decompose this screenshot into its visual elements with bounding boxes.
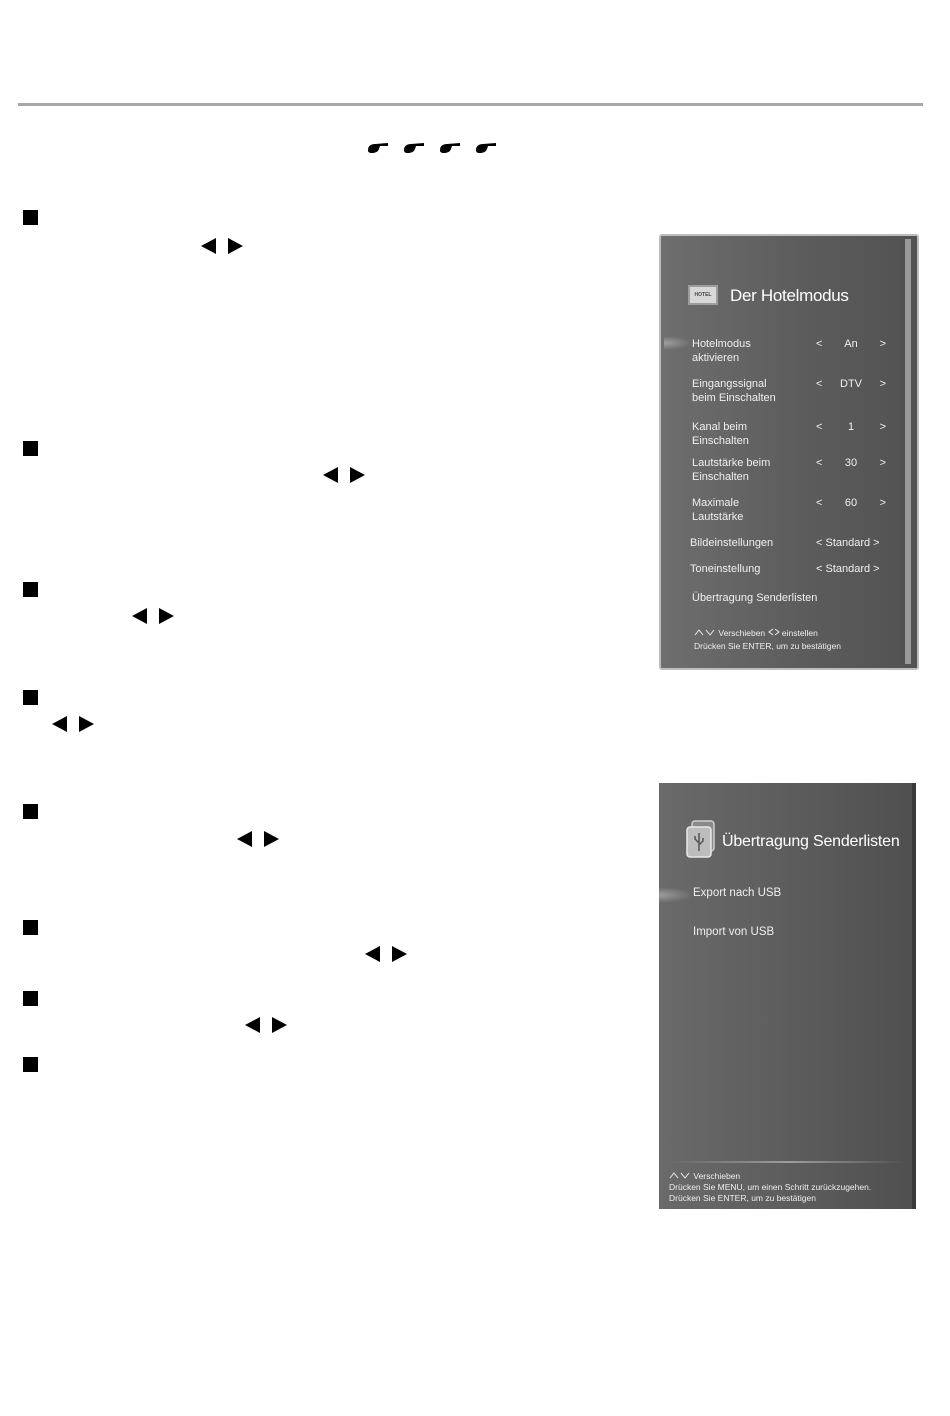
chevron-right-icon[interactable]: > [879, 457, 886, 469]
menu-title: Übertragung Senderlisten [722, 833, 900, 850]
left-right-arrow-icon [237, 831, 279, 847]
hotel-icon: HOTEL [688, 285, 718, 305]
left-right-arrow-icon [201, 238, 243, 254]
selection-highlight [659, 887, 693, 903]
hotel-mode-menu [659, 234, 919, 670]
chevron-left-icon[interactable]: < [816, 338, 823, 350]
usb-folder-icon [685, 819, 717, 859]
chevron-right-icon[interactable]: > [879, 497, 886, 509]
header-rule [18, 103, 923, 106]
bullet-square [23, 441, 38, 456]
chevron-left-icon[interactable]: < [816, 421, 823, 433]
chevron-right-icon[interactable]: > [879, 338, 886, 350]
menu-row-lautstaerke[interactable]: Lautstärke beim Einschalten < 30 > [692, 457, 886, 483]
row-value: An [844, 338, 858, 350]
up-down-arrows-icon [669, 1171, 691, 1179]
left-right-chevrons-icon [768, 628, 780, 636]
chevron-left-icon[interactable]: < [816, 497, 823, 509]
bullet-square [23, 210, 38, 225]
selection-highlight [664, 336, 692, 350]
pointing-hand-icon [438, 140, 462, 154]
menu-side-bar [912, 783, 916, 1209]
menu-side-bar [905, 239, 911, 664]
chevron-right-icon[interactable]: > [879, 378, 886, 390]
row-value: 60 [844, 497, 858, 509]
menu-row-bildeinstellungen[interactable]: Bildeinstellungen < Standard > [690, 536, 800, 550]
menu-row-eingangssignal[interactable]: Eingangssignal beim Einschalten < DTV > [692, 378, 886, 404]
pointing-hands [366, 140, 498, 154]
left-right-arrow-icon [52, 716, 94, 732]
footer-divider [671, 1161, 906, 1163]
menu-item-export-usb[interactable]: Export nach USB [693, 887, 782, 899]
menu-row-maximale-lautstaerke[interactable]: Maximale Lautstärke < 60 > [692, 497, 886, 523]
chevron-left-icon[interactable]: < [816, 457, 823, 469]
bullet-square [23, 991, 38, 1006]
row-value: DTV [840, 378, 862, 390]
bullet-square [23, 804, 38, 819]
bullet-square [23, 920, 38, 935]
row-value: < Standard > [816, 563, 880, 575]
bullet-square [23, 1057, 38, 1072]
menu-row-hotelmodus[interactable]: Hotelmodus aktivieren < An > [692, 338, 886, 364]
up-down-arrows-icon [694, 628, 716, 636]
menu-footer: Verschieben Drücken Sie MENU, um einen Schritt zurückzugehen. Drücken Sie ENTER, um zu bestätigen [669, 1171, 872, 1203]
pointing-hand-icon [474, 140, 498, 154]
row-value: 1 [847, 421, 855, 433]
pointing-hand-icon [366, 140, 390, 154]
menu-title: Der Hotelmodus [730, 286, 849, 305]
menu-item-import-usb[interactable]: Import von USB [693, 926, 775, 938]
chevron-left-icon[interactable]: < [816, 378, 823, 390]
bullet-square [23, 582, 38, 597]
bullet-square [23, 690, 38, 705]
channel-list-transfer-menu [659, 783, 916, 1209]
left-right-arrow-icon [323, 467, 365, 483]
left-right-arrow-icon [132, 608, 174, 624]
left-right-arrow-icon [245, 1017, 287, 1033]
menu-row-kanal[interactable]: Kanal beim Einschalten < 1 > [692, 421, 886, 447]
row-value: 30 [844, 457, 858, 469]
chevron-right-icon[interactable]: > [879, 421, 886, 433]
menu-row-uebertragung[interactable]: Übertragung Senderlisten [692, 592, 818, 604]
row-value: < Standard > [816, 537, 880, 549]
menu-footer: Verschieben einstellen Drücken Sie ENTER, um zu bestätigen [694, 628, 841, 651]
pointing-hand-icon [402, 140, 426, 154]
menu-row-toneinstellung[interactable]: Toneinstellung < Standard > [690, 562, 800, 576]
left-right-arrow-icon [365, 946, 407, 962]
